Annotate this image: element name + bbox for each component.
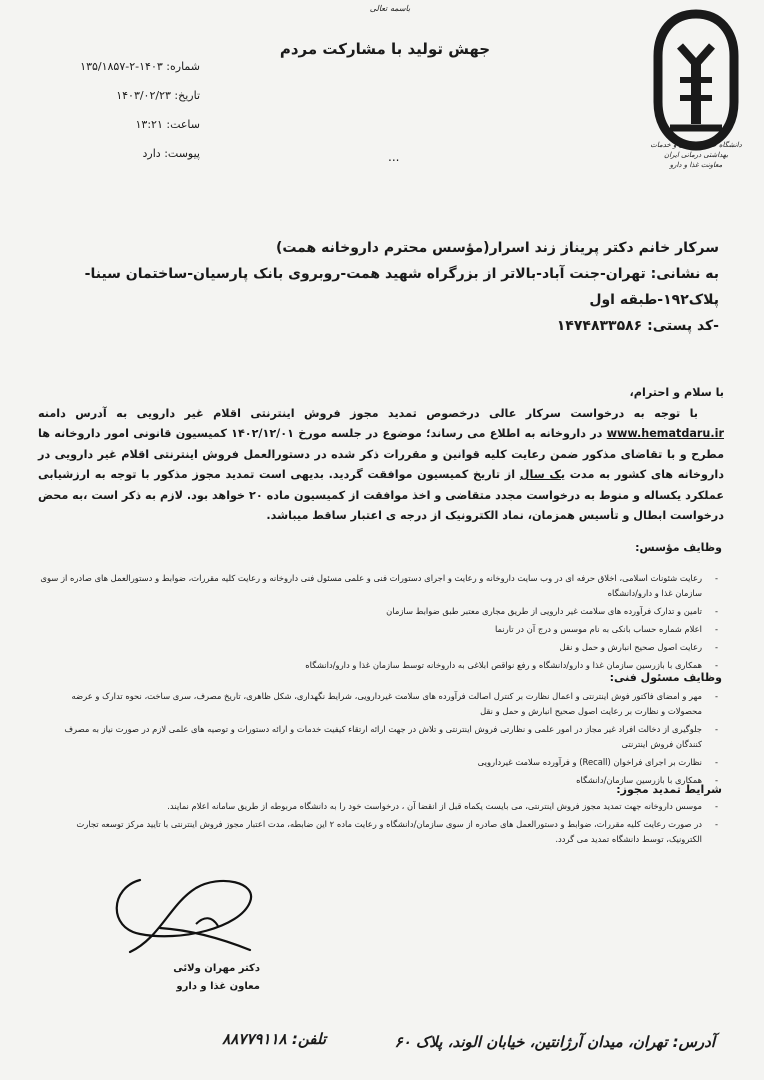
recipient-name: سرکار خانم دکتر پریناز زند اسرار(مؤسس محترم داروخانه همت) xyxy=(275,240,719,256)
letter-attachment xyxy=(40,147,200,160)
letter-number xyxy=(40,60,200,73)
list-item: - در صورت رعایت کلیه مقررات، ضوابط و دستورالعمل های صادره از سوی سازمان/دانشگاه و رعایت ماده ۲ این ضابطه، مدت اعتبار مجوز فروش اینترنتی با تایید مرکز توسعه تجارت الکترونیک، توسط دانشگاه تمدید می گردد. xyxy=(40,817,724,847)
recipient-address: به نشانی: تهران-جنت آباد-بالاتر از بزرگراه شهید همت-روبروی بانک پارسیان-ساختمان سینا- xyxy=(84,266,719,282)
list-item: - رعایت اصول صحیح انبارش و حمل و نقل xyxy=(40,640,724,655)
letter-number-value: ۱۴۰۳-۲-۱۳۵/۱۸۵۷ xyxy=(80,60,163,73)
letter-number-label: شماره: xyxy=(166,60,200,73)
list-item: - نظارت بر اجرای فراخوان (Recall) و فرآورده سلامت غیردارویی xyxy=(40,755,724,770)
letter-attachment-value: دارد xyxy=(142,147,161,160)
university-name-line2: معاونت غذا و دارو xyxy=(669,161,723,169)
dots: ... xyxy=(388,150,400,164)
letter-date xyxy=(40,89,200,102)
recipient-postal-code: -کد پستی: ۱۴۷۴۸۳۳۵۸۶ xyxy=(556,318,719,334)
letter-date-label: تاریخ: xyxy=(174,89,200,102)
list-item: - رعایت شئونات اسلامی، اخلاق حرفه ای در وب سایت داروخانه و رعایت و اجرای دستورات فنی و علمی مسئول فنی داروخانه و رعایت کلیه مقررات، ضوابط و دستورالعمل های صادره از سوی سازمان غذا و دارو/دانشگاه xyxy=(40,571,724,601)
basmala: باسمه تعالی xyxy=(369,4,411,13)
domain-link[interactable]: www.hematdaru.ir xyxy=(606,427,724,440)
letter-attachment-label: پیوست: xyxy=(164,147,200,160)
handwritten-signature xyxy=(100,868,270,958)
renewal-conditions-title: شرایط تمدید مجوز: xyxy=(616,783,722,796)
list-item: - جلوگیری از دخالت افراد غیر مجاز در امور علمی و نظارتی فروش اینترنتی و تلاش در جهت ارائه ارتقاء کیفیت خدمات و ارائه دستورات و توصیه های علمی لازم در صورت نیاز به مصرف کنندگان فروش اینترنتی xyxy=(40,722,724,752)
letter-time-value: ۱۳:۲۱ xyxy=(135,118,163,131)
recipient-block xyxy=(40,235,719,339)
list-item: - همکاری با بازرسین سازمان/دانشگاه xyxy=(40,773,724,788)
footer-address: آدرس: تهران، میدان آرژانتین، خیابان الوند، پلاک ۶۰ xyxy=(394,1033,715,1051)
list-item: - تامین و تدارک فرآورده های سلامت غیر دارویی از طریق مجاری معتبر طبق ضوابط سازمان xyxy=(40,604,724,619)
one-year-text: یک سال xyxy=(519,468,566,481)
university-logo-icon xyxy=(650,6,742,156)
renewal-conditions-list xyxy=(40,799,724,850)
footer-phone-label: تلفن: xyxy=(291,1030,326,1048)
body-part-2: در داروخانه به اطلاع می رساند؛ موضوع در جلسه مورخ ۱۴۰۲/۱۲/۰۱ کمیسیون قانونی امور داروخانه ها مطرح و با تقاضای مذکور ضمن رعایت کلیه قوانین و مقررات ذکر شده در دستورالعمل فروش اینترنتی اقلام غیر دارویی در داروخانه های کشور به مدت xyxy=(38,427,724,481)
signer-block xyxy=(150,960,260,996)
greeting: با سلام و احترام، xyxy=(629,386,724,399)
technical-duties-list xyxy=(40,689,724,791)
list-item: - اعلام شماره حساب بانکی به نام موسس و درج آن در تارنما xyxy=(40,622,724,637)
signer-title: معاون غذا و دارو xyxy=(176,981,260,992)
body-part-3: از تاریخ کمیسیون موافقت گردید. بدیهی است تمدید مجوز مذکور با توجه به ارزشیابی عملکرد یکساله و منوط به درخواست مجدد متقاضی و اخذ موافقت از کمیسیون ماده ۲۰ خواهد بود. لازم به ذکر است ،به محض درخواست ابطال و تأسیس همزمان، نماد الکترونیک از درجه ی اعتبار ساقط میباشد. xyxy=(38,468,724,522)
letter-time-label: ساعت: xyxy=(166,118,200,131)
letter-time xyxy=(40,118,200,131)
footer-phone xyxy=(196,1030,326,1048)
letter-date-value: ۱۴۰۳/۰۲/۲۳ xyxy=(116,89,171,102)
founder-duties-list xyxy=(40,571,724,676)
university-name xyxy=(640,140,752,170)
footer-phone-value: ۸۸۷۷۹۱۱۸ xyxy=(222,1030,287,1048)
letter-body xyxy=(38,383,724,527)
founder-duties-title: وظایف مؤسس: xyxy=(635,541,722,554)
list-item: - موسس داروخانه جهت تمدید مجوز فروش اینترنتی، می بایست یکماه قبل از انقضا آن ، درخواست خود را به دانشگاه مربوطه از طریق سامانه اعلام نمایند. xyxy=(40,799,724,814)
list-item: - همکاری با بازرسین سازمان غذا و دارو/دانشگاه و رفع نواقص ابلاغی به داروخانه توسط سازمان غذا و دارو/دانشگاه xyxy=(40,658,724,673)
recipient-plaque: پلاک۱۹۲-طبقه اول xyxy=(589,292,719,308)
technical-duties-title: وظایف مسئول فنی: xyxy=(609,671,722,684)
slogan: جهش تولید با مشارکت مردم xyxy=(279,40,491,58)
university-name-line1: دانشگاه علوم پزشکی و خدمات بهداشتی درمانی ایران xyxy=(650,141,742,159)
body-part-1: با توجه به درخواست سرکار عالی درخصوص تمدید مجوز فروش اینترنتی اقلام غیر دارویی به آدرس دامنه xyxy=(38,406,698,420)
body-paragraph xyxy=(38,404,724,527)
signer-name: دکتر مهران ولائی xyxy=(173,963,260,974)
list-item: - مهر و امضای فاکتور فوش اینترنتی و اعمال نظارت بر کنترل اصالت فرآورده های سلامت غیردارویی، شرایط نگهداری، شکل ظاهری، تاریخ مصرف، سری ساخت، نحوه تدارک و عرضه محصولات و نظارت بر رعایت اصول صحیح انبارش و حمل و نقل xyxy=(40,689,724,719)
